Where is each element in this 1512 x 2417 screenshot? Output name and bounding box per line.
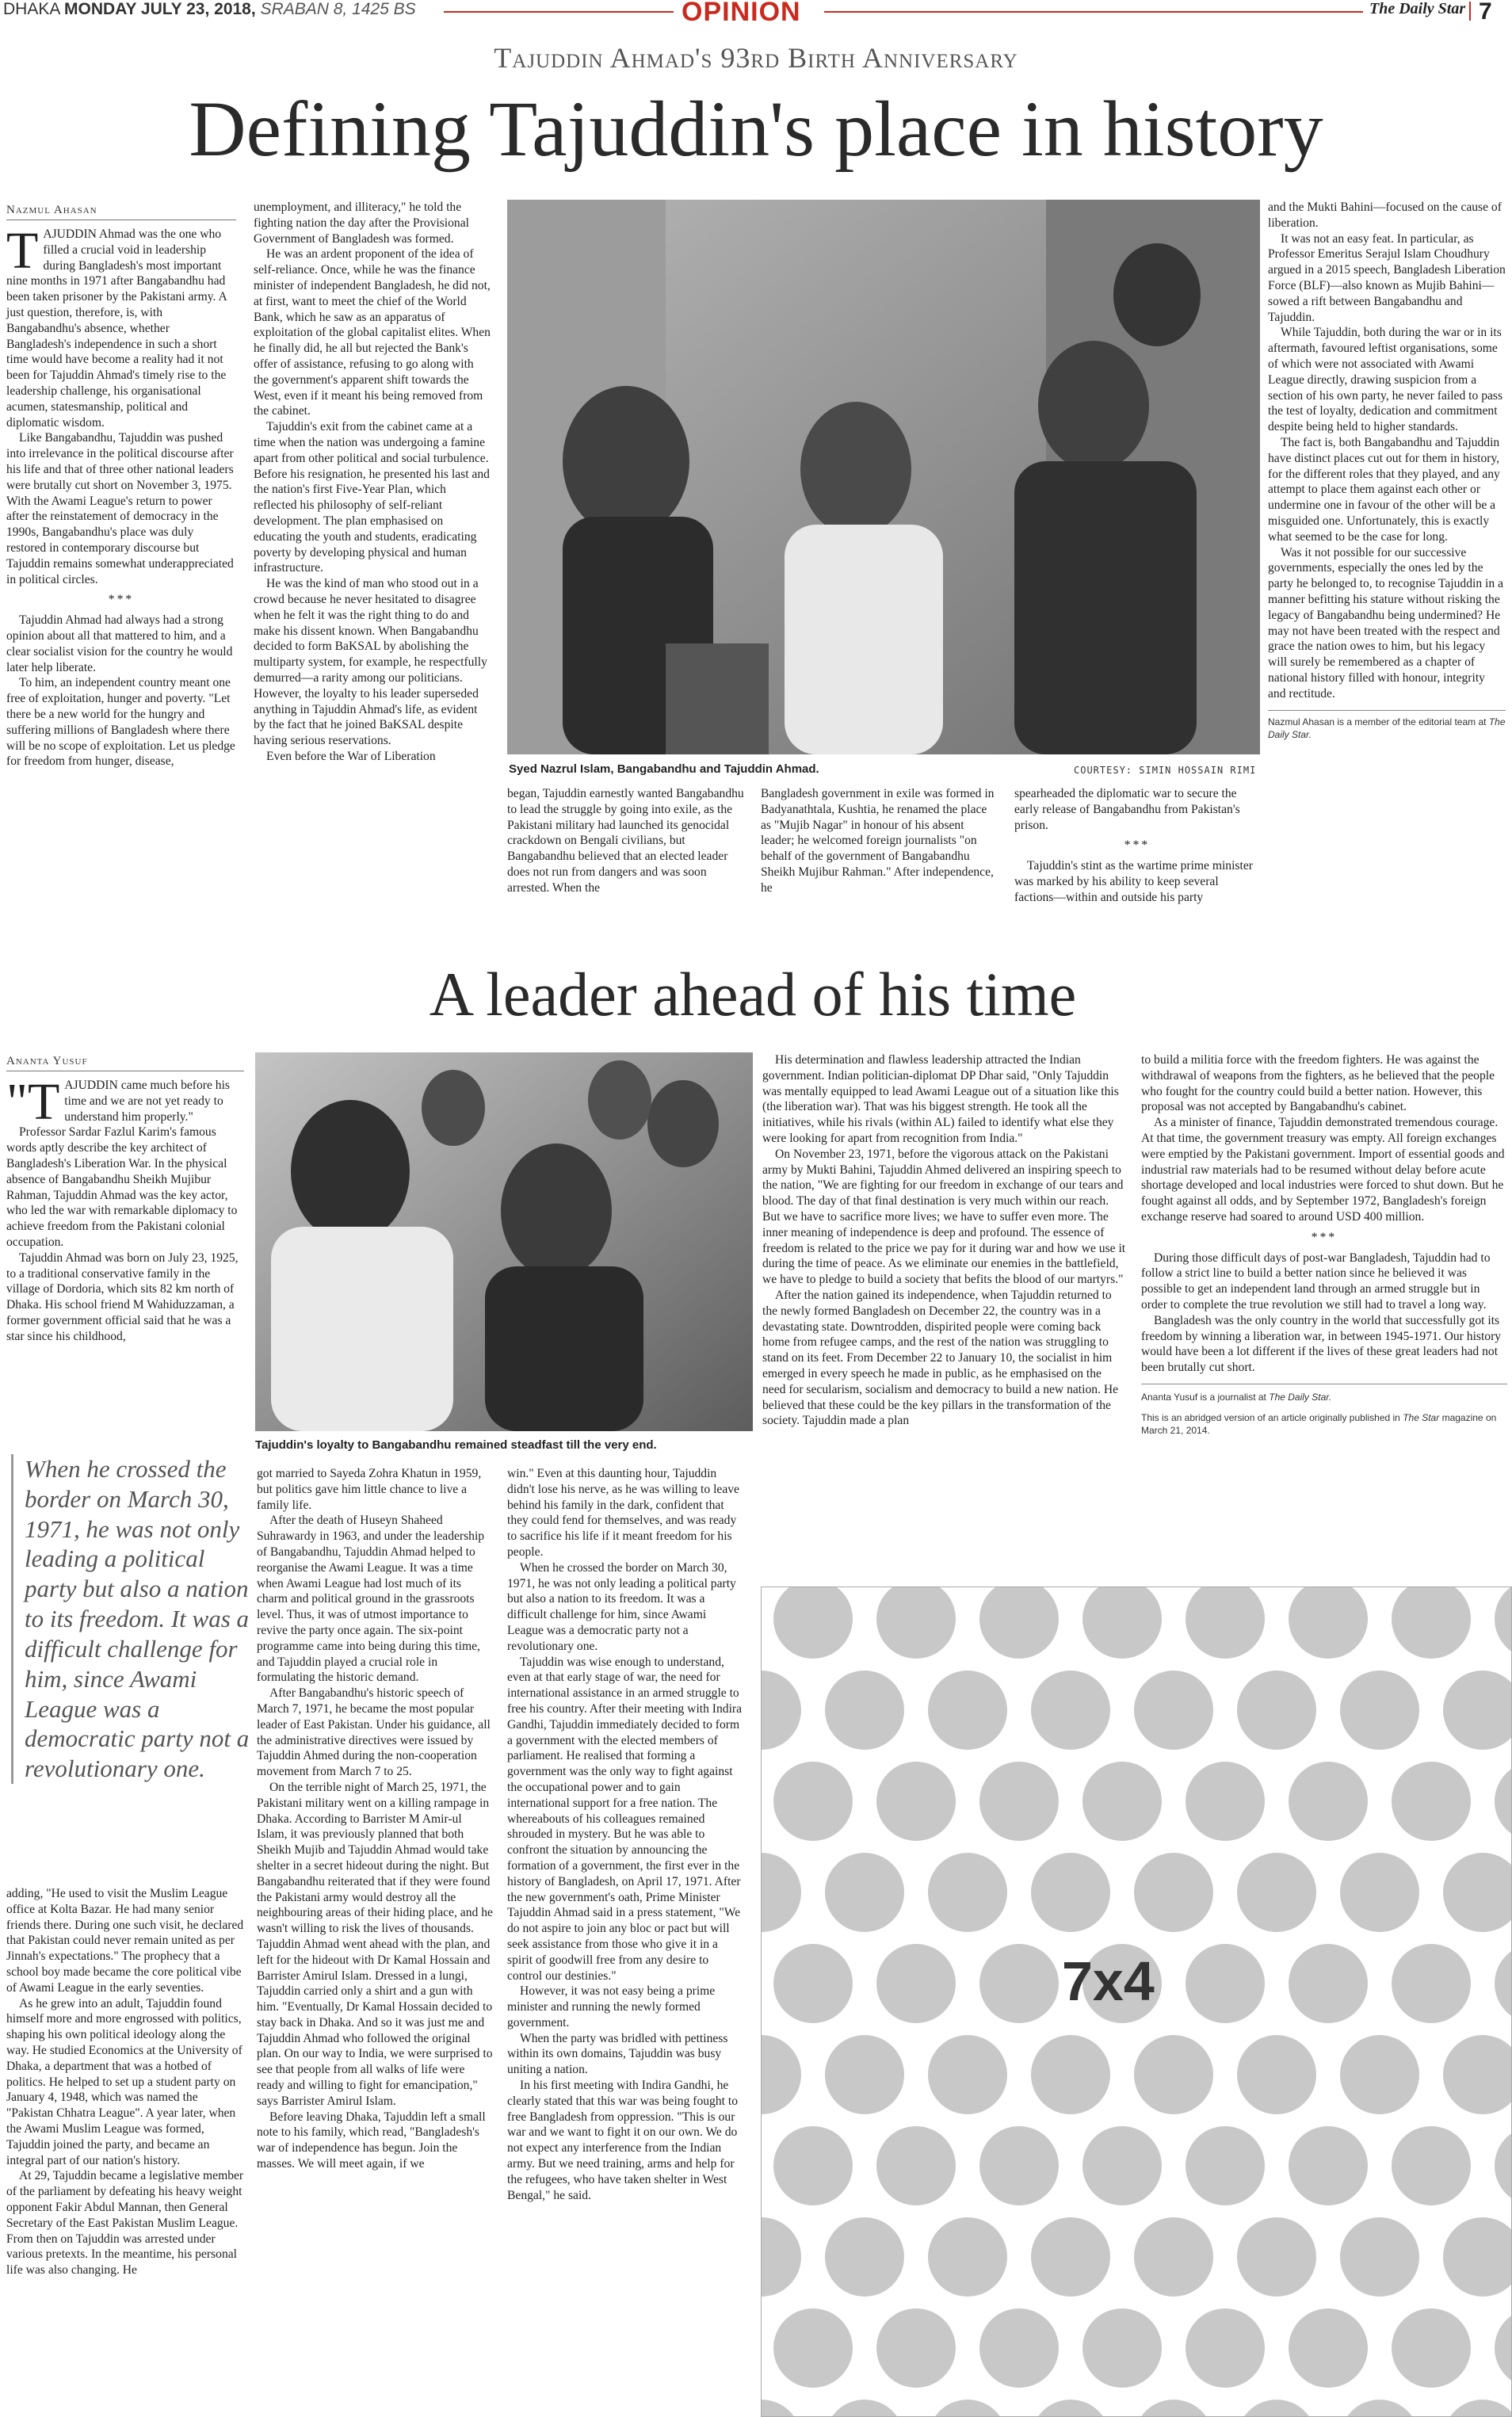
ad-dot (1134, 1853, 1213, 1932)
ad-dot (1082, 1762, 1162, 1841)
a1-column-6 (1268, 200, 1506, 741)
paragraph: Tajuddin Ahmad had always had a strong opinion about all that mattered to him, and a clear socialist vision for the country he would later help liberate. (6, 613, 233, 674)
paragraph: Tajuddin's stint as the wartime prime minister was marked by his ability to keep several factions—within and outside his party (1014, 859, 1253, 904)
ad-dot (1289, 1587, 1368, 1659)
ad-dot (876, 2126, 956, 2205)
paragraph: During those difficult days of post-war Bangladesh, Tajuddin had to follow a strict line to build a better nation since he believed it was possible to get an independent land through an armed struggle but in order to complete the true revolution we still had to travel a long way. (1141, 1251, 1491, 1312)
paper-logo: The Daily Star (1369, 0, 1466, 17)
paragraph: Professor Sardar Fazlul Karim's famous words aptly describe the key architect of Bangladesh's Liberation War. In the physical absence of Bangabandhu Sheikh Mujibur Rahman, Tajuddin Ahmad was the key actor, who led the war with remarkable diplomacy to achieve freedom from the Pakistani colonial occupation. (6, 1125, 238, 1250)
ad-dot (979, 1762, 1059, 1841)
ad-dot (876, 2308, 956, 2388)
ad-dot (876, 1944, 956, 2023)
paragraph: He was an ardent proponent of the idea of self-reliance. Once, while he was the finance minister of independent Bangladesh, he did not, at first, want to meet the chief of the World Bank, which he saw as an apparatus of exploitation of the global capitalist elites. When he finally did, he all but rejected the Bank's offer of assistance, refusing to go along with the government's apparent shift towards the West, even if it meant his being removed from the cabinet. (254, 247, 491, 418)
paragraph: The fact is, both Bangabandhu and Tajuddin have distinct places cut out for them in history, for the different roles that they played, and any attempt to place them against each other or undermine one in favour of the other will be a misguided one. Unfortunately, this is exactly what seemed to be the case for long. (1268, 435, 1500, 544)
a1-column-1 (6, 203, 236, 769)
ad-dot (1082, 2308, 1162, 2388)
ad-dot (1392, 2126, 1471, 2205)
page-number: 7 (1479, 0, 1492, 25)
ad-dot (773, 2308, 853, 2388)
author-note-rule (1268, 710, 1506, 711)
section-break: *** (1124, 838, 1151, 853)
ad-size-label: 7x4 (1062, 1950, 1155, 2012)
ad-dot (825, 2400, 904, 2416)
a2-lead-paragraph: "TAJUDDIN came much before his time and we are not yet ready to understand him properly." (6, 1073, 230, 1132)
ad-dot (1237, 1853, 1316, 1932)
ad-dot (1392, 1587, 1471, 1659)
paragraph: On November 23, 1971, before the vigorous attack on the Pakistani army by Mukti Bahini, Tajuddin Ahmed delivered an inspiring speech to the nation, "We are fighting for our freedom in exchange of our tears and blood. The day of that final destination is very much within our reach. But we have to sacrifice more lives; we have to suffer even more. The inner meaning of independence is deep and profound. The essence of freedom is related to the price we pay for it during war and how we use it during the time of peace. As we eliminate our enemies in the battlefield, we have to pledge to build a society that befits the blood of our martyrs." (762, 1147, 1126, 1287)
paragraph: When the party was bridled with pettiness within its own domains, Tajuddin was busy uniting a nation. (507, 2031, 728, 2077)
ad-dot (1031, 2035, 1110, 2114)
ad-dot (979, 2126, 1059, 2205)
a2-byline: Ananta Yusuf (6, 1054, 244, 1071)
section-break: *** (1311, 1230, 1338, 1244)
ad-dot (1340, 1853, 1419, 1932)
ad-dot (1443, 1671, 1511, 1750)
a2-column-1-top (6, 1054, 244, 1345)
ad-dot (1340, 2217, 1419, 2297)
paragraph: win." Even at this daunting hour, Tajuddin didn't lose his nerve, as he was willing to leave behind his family in the dark, confident that they could fend for themselves, and was ready to sacrifice his life if it meant freedom for his people. (507, 1467, 739, 1559)
paragraph: On the terrible night of March 25, 1971, the Pakistani military went on a killing rampage in Dhaka. According to Barrister M Amir-ul Islam, it was previously planned that both Sheikh Mujib and Tajuddin Ahmad would take shelter in a secret hideout during the night. But Bangabandhu reiterated that if they were found the Pakistani army would destroy all the neighbouring areas of their hiding place, and he wasn't willing to risk the lives of thousands. Tajuddin Ahmad went ahead with the plan, and left for the hideout with Dr Kamal Hossain and Barrister Amirul Islam. Dressed in a lungi, Tajuddin carried only a shirt and a gun with him. "Eventually, Dr Kamal Hossain decided to stay back in Dhaka. And so it was just me and Tajuddin Ahmad who followed the original plan. On our way to India, we were surprised to see that people from all walks of life were ready and willing to fight for emancipation," says Barrister Amirul Islam. (257, 1780, 493, 2108)
ad-dot (1031, 1671, 1110, 1750)
ad-dot (928, 1853, 1007, 1932)
a2-photo-caption: Tajuddin's loyalty to Bangabandhu remained steadfast till the very end. (255, 1438, 657, 1452)
ad-dot (1495, 1944, 1511, 2023)
paragraph: adding, "He used to visit the Muslim League office at Kolta Bazar. He had many senior friends there. During one such visit, he declared that Pakistan could never remain united as per Jinnah's expectations." The prophecy that a school boy made became the core political vibe of Awami League in the early seventies. (6, 1887, 244, 1995)
paragraph: After the nation gained its independence, when Tajuddin returned to the newly formed Bangladesh on December 22, the country was in a devastating state. Downtrodden, dispirited people were coming back home from refugee camps, and the rest of the nation was struggling to stand on its feet. From December 22 to January 10, the socialist in him emerged in every speech he made in public, as he emphasised on the need for secularism, socialism and democracy to build a new nation. He believed that these could be the key pillars in the transformation of the society. Tajuddin made a plan (762, 1288, 1119, 1428)
ad-dot (1186, 1587, 1265, 1659)
ad-dot (1495, 1587, 1511, 1659)
ad-dot (1443, 2400, 1511, 2416)
ad-dot (762, 2035, 801, 2114)
photo-leaders-meeting (507, 200, 1260, 754)
paragraph: began, Tajuddin earnestly wanted Bangabandhu to lead the struggle by going into exile, as the Pakistani military had launched its genocidal crackdown on Bengali civilians, but Bangabandhu believed that an elected leader does not run from dangers and was soon arrested. When the (507, 787, 744, 895)
a1-byline: Nazmul Ahasan (6, 203, 236, 220)
bengali-date: SRABAN 8, 1425 BS (260, 0, 416, 18)
paragraph: Was it not possible for our successive governments, especially the ones led by the party he belonged to, to recognise Tajuddin in a manner befitting his stature without risking the legacy of Bangabandhu being undermined? He may not have been treated with the respect and grace the nation owes to him, but his legacy will surely be remembered as a chapter of national history filled with honour, integrity and rectitude. (1268, 545, 1503, 701)
ad-dot (928, 2217, 1007, 2297)
section-break: *** (108, 593, 135, 607)
ad-dot (1340, 2035, 1419, 2114)
ad-dot (1186, 1762, 1265, 1841)
ad-dot (773, 1587, 853, 1659)
ad-dot (762, 2217, 801, 2297)
paragraph: Tajuddin was wise enough to understand, even at that early stage of war, the need for international assistance in an armed struggle to free his country. After their meeting with Indira Gandhi, Tajuddin immediately decided to form a government with the elected members of parliament. He realised that forming a government was the only way to fight against the occupational power and to gain international support for a free nation. The whereabouts of his colleagues remained shrouded in mystery. But he was able to confront the situation by announcing the formation of a government, the first ever in the history of Bangladesh, on April 17, 1971. After the new government's oath, Prime Minister Tajuddin Ahmad said in a press statement, "We do not aspire to join any bloc or pact but will seek assistance from those who give it in a spirit of goodwill free from any desire to control our destinies." (507, 1655, 743, 1983)
ad-dot (1134, 1671, 1213, 1750)
paragraph: As a minister of finance, Tajuddin demonstrated tremendous courage. At that time, the government treasury was empty. All foreign exchanges were emptied by the Pakistani government. Import of essential goods and industrial raw materials had to be resumed without delay before acute shortage developed and local industries were forced to shut down. But he fought against all odds, and by September 1972, Bangladesh's foreign exchange reserve had soared to around USD 400 million. (1141, 1116, 1505, 1224)
ad-dot (876, 1587, 956, 1659)
paragraph: After the death of Huseyn Shaheed Suhrawardy in 1963, and under the leadership of Bangabandhu, Tajuddin Ahmad helped to reorganise the Awami League. It was a time when Awami League had lost much of its charm and political ground in the grassroots level. Thus, it was of utmost importance to revive the party once again. The six-point programme came into being during this time, and Tajuddin played a crucial role in formulating the historic demand. (257, 1514, 485, 1685)
headline-2: A leader ahead of his time (429, 960, 1077, 1029)
paragraph: Bangladesh government in exile was formed in Badyanathtala, Kushtia, he renamed the place as "Mujib Nagar" in honour of his absent leader; he welcomed foreign journalists "on behalf of the government of Bangabandhu Sheikh Mujibur Rahman." After independence, he (761, 787, 995, 895)
masthead (0, 0, 1512, 27)
photo-leaders-meeting-image (507, 200, 1260, 754)
page-divider (1469, 2, 1471, 21)
a1-column-2 (254, 200, 491, 765)
paragraph: unemployment, and illiteracy," he told the fighting nation the day after the Provisional Government of Bangladesh was formed. (254, 200, 469, 246)
ad-dot (1443, 1853, 1511, 1932)
a2-author-note: Ananta Yusuf is a journalist at The Daily Star. (1141, 1391, 1332, 1403)
a2-column-3 (507, 1466, 745, 2203)
ad-dot (1289, 1944, 1368, 2023)
ad-dot (762, 1853, 801, 1932)
paragraph: To him, an independent country meant one free of exploitation, hunger and poverty. "Let there be a new world for the hungry and suffering millions of Bangladesh where there will be no scope of exploitation. Let us pledge for freedom from hunger, disease, (6, 676, 235, 769)
a1-column-5 (1014, 786, 1260, 906)
a2-drop-cap: "T (6, 1073, 60, 1132)
ad-dot (1186, 2308, 1265, 2388)
a1-photo-courtesy: COURTESY: SIMIN HOSSAIN RIMI (1074, 765, 1257, 776)
ad-dot (876, 1762, 956, 1841)
paragraph: While Tajuddin, both during the war or in its aftermath, favoured leftist organisations, some of which were not associated with Awami League directly, drawing suspicion from a section of his own party, he never failed to pass the test of loyalty, dedication and commitment despite being held to higher standards. (1268, 326, 1503, 434)
ad-dot (1289, 2126, 1368, 2205)
a1-column-3 (507, 786, 745, 896)
paragraph: Like Bangabandhu, Tajuddin was pushed into irrelevance in the political discourse after his life and that of three other national leaders were brutally cut short on November 3, 1975. With the Awami League's return to power after the reinstatement of democracy in the 1990s, Bangabandhu's place was duly restored in contemporary discourse but Tajuddin remains somewhat underappreciated in political circles. (6, 431, 234, 586)
paragraph: His determination and flawless leadership attracted the Indian government. Indian politician-diplomat DP Dhar said, "Only Tajuddin was mentally equipped to lead Awami League out of a situation like this (the liberation war). That was his biggest strength. He took all the initiatives, while his rivals (within AL) failed to identify what else they were looking for apart from recognition from India." (762, 1053, 1119, 1145)
paragraph: Tajuddin Ahmad was born on July 23, 1925, to a traditional conservative family in the village of Dordoria, which sits 82 km north of Dhaka. His school friend M Wahiduzzaman, a former government official said that he was a star since his childhood, (6, 1251, 239, 1343)
ad-dot (1237, 2217, 1316, 2297)
date: MONDAY JULY 23, 2018, (64, 0, 256, 18)
paragraph: and the Mukti Bahini—focused on the cause of liberation. (1268, 200, 1502, 230)
ad-dot (1237, 1671, 1316, 1750)
a2-column-1-bottom (6, 1886, 244, 2278)
ad-dot (1340, 2400, 1419, 2416)
a1-lead-paragraph: TAJUDDIN Ahmad was the one who filled a crucial void in leadership during Bangladesh's most important nine months in 1971 after Bangabandhu had been taken prisoner by the Pakistani army. A just question, therefore, is, with Bangabandhu's absence, whether Bangladesh's independence in such a short time would have become a reality had it not been for Tajuddin Ahmad's timely rise to the leadership challenge, his organisational acumen, statesmanship, political and diplomatic wisdom. (6, 222, 227, 430)
paragraph: Even before the War of Liberation (266, 749, 436, 763)
paragraph: As he grew into an adult, Tajuddin found himself more and more engrossed with politics, shaping his own political ideology along the way. He studied Economics at the University of Dhaka, a department that was a hotbed of politics. He helped to set up a student party on January 4, 1948, which was named the "Pakistan Chhatra League". A year later, when the Awami Muslim League was formed, Tajuddin joined the party, and became an integral part of our nation's history. (6, 1996, 242, 2167)
section-name: OPINION (682, 0, 801, 27)
a2-column-2 (257, 1466, 494, 2172)
photo-tajuddin-bangabandhu-image (255, 1052, 753, 1431)
ad-dot (1392, 1762, 1471, 1841)
ad-dot (1186, 1944, 1265, 2023)
pull-quote-text: When he crossed the border on March 30, 1971, he was not only leading a political party but also a nation to its freedom. It was a difficult challenge for him, since Awami League was a democratic party not a revolutionary one. (25, 1455, 250, 1783)
a1-author-note: Nazmul Ahasan is a member of the editorial team at The Daily Star. (1268, 716, 1506, 740)
masthead-rule-right (824, 11, 1363, 13)
ad-dot (825, 2035, 904, 2114)
a2-abridged-note: This is an abridged version of an article originally published in The Star magazine on March 21, 2014. (1141, 1412, 1497, 1437)
ad-dot (762, 2400, 801, 2416)
ad-dot (1495, 2308, 1511, 2388)
paragraph: At 29, Tajuddin became a legislative member of the parliament by defeating his heavy weight opponent Fakir Abdul Mannan, then General Secretary of the East Pakistan Muslim League. From then on Tajuddin was arrested under various pretexts. In the meantime, his personal life was also changing. He (6, 2169, 244, 2278)
paragraph: However, it was not easy being a prime minister and running the newly formed government. (507, 1984, 716, 2029)
ad-dot (1082, 1587, 1162, 1659)
ad-dot (1495, 2126, 1511, 2205)
dateline (3, 0, 416, 19)
ad-dot (1134, 2217, 1213, 2297)
ad-dot (1392, 2308, 1471, 2388)
headline-1: Defining Tajuddin's place in history (189, 85, 1323, 173)
ad-dot (979, 1587, 1059, 1659)
ad-dot (1031, 2217, 1110, 2297)
ad-dot (1237, 2400, 1316, 2416)
paragraph: He was the kind of man who stood out in a crowd because he never hesitated to disagree when he felt it was the right thing to do and make his dissent known. When Bangabandhu decided to form BaKSAL by abolishing the multiparty system, for example, he respectfully demurred—a rarity among our politicians. However, the loyalty to his leader superseded anything in Tajuddin Ahmad's life, as evident by the fact that he joined BaKSAL despite having serious reservations. (254, 577, 487, 748)
ad-dot (1392, 1944, 1471, 2023)
masthead-rule-left (444, 11, 674, 13)
ad-dot (773, 1944, 853, 2023)
a1-column-4 (761, 786, 998, 896)
ad-dot (773, 2126, 853, 2205)
ad-dot (825, 1853, 904, 1932)
a1-photo-caption: Syed Nazrul Islam, Bangabandhu and Tajuddin Ahmad. (509, 762, 819, 776)
ad-dot (928, 2400, 1007, 2416)
ad-dot (825, 1671, 904, 1750)
ad-dot (1495, 1762, 1511, 1841)
city: DHAKA (3, 0, 60, 18)
ad-dot (1134, 2400, 1213, 2416)
ad-dot (1031, 1853, 1110, 1932)
paragraph: got married to Sayeda Zohra Khatun in 1959, but politics gave him little chance to live a family life. (257, 1467, 482, 1512)
ad-dot (1289, 1762, 1368, 1841)
kicker: Tajuddin Ahmad's 93rd Birth Anniversary (494, 42, 1018, 74)
ad-dot (1031, 2400, 1110, 2416)
paragraph: In his first meeting with Indira Gandhi, he clearly stated that this war was being fought to free Bangladesh from oppression. "This is our war and we want to fight it on our own. We do not expect any interference from the Indian army. But we need training, arms and help for the refugees, who have taken shelter in West Bengal," he said. (507, 2079, 739, 2202)
paragraph: Before leaving Dhaka, Tajuddin left a small note to his family, which read, "Bangladesh's war of independence has begun. Join the masses. We will meet again, if we (257, 2110, 486, 2171)
paragraph: Tajuddin's exit from the cabinet came at a time when the nation was undergoing a famine apart from other political and social turbulence. Before his resignation, he presented his last and the nation's first Five-Year Plan, which reflected his philosophy of self-reliant development. The plan emphasised on educating the youth and students, eradicating poverty by developing physical and human infrastructure. (254, 420, 490, 575)
ad-dot (979, 1944, 1059, 2023)
paragraph: to build a militia force with the freedom fighters. He was against the withdrawal of weapons from the fighters, as he believed that the people who fought for the country could build a better nation. However, this proposal was not accepted by Bangabandhu's cabinet. (1141, 1053, 1495, 1114)
a1-drop-cap: T (6, 222, 39, 281)
ad-dot (1082, 2126, 1162, 2205)
ad-dot (1237, 2035, 1316, 2114)
ad-dot (825, 2217, 904, 2297)
ad-dot (1186, 2126, 1265, 2205)
ad-dot (979, 2308, 1059, 2388)
ad-dot (773, 1762, 853, 1841)
paragraph: spearheaded the diplomatic war to secure the early release of Bangabandhu from Pakistan's prison. (1014, 787, 1240, 832)
photo-tajuddin-bangabandhu (255, 1052, 753, 1431)
ad-dot (928, 1671, 1007, 1750)
paragraph: It was not an easy feat. In particular, as Professor Emeritus Serajul Islam Choudhury argued in a 2015 speech, Bangladesh Liberation Force (BLF)—also known as Mujib Bahini—sowed a rift between Bangabandhu and Tajuddin. (1268, 231, 1506, 324)
paragraph: Bangladesh was the only country in the world that successfully got its freedom by winning a liberation war, in between 1945-1971. Our history would have been a lot different if the lives of these great leaders had not been brutally cut short. (1141, 1313, 1502, 1375)
paragraph: When he crossed the border on March 30, 1971, he was not only leading a political party but also a nation to its freedom. It was a difficult challenge for him, since Awami League was a democratic party not a revolutionary one. (507, 1560, 736, 1653)
ad-dot (928, 2035, 1007, 2114)
ad-dot (762, 1671, 801, 1750)
ad-dot (1340, 1671, 1419, 1750)
ad-dot (1289, 2308, 1368, 2388)
ad-dot (1134, 2035, 1213, 2114)
pull-quote (11, 1454, 254, 1784)
ad-dot (1443, 2035, 1511, 2114)
ad-dot (1443, 2217, 1511, 2297)
a2-column-4 (762, 1052, 1127, 1429)
paragraph: After Bangabandhu's historic speech of March 7, 1971, he became the most popular leader of East Pakistan. Under his guidance, all the administrative directives were issued by Tajuddin Ahmed during the non-cooperation movement from March 7 to 25. (257, 1686, 491, 1779)
a2-column-5 (1141, 1052, 1507, 1438)
